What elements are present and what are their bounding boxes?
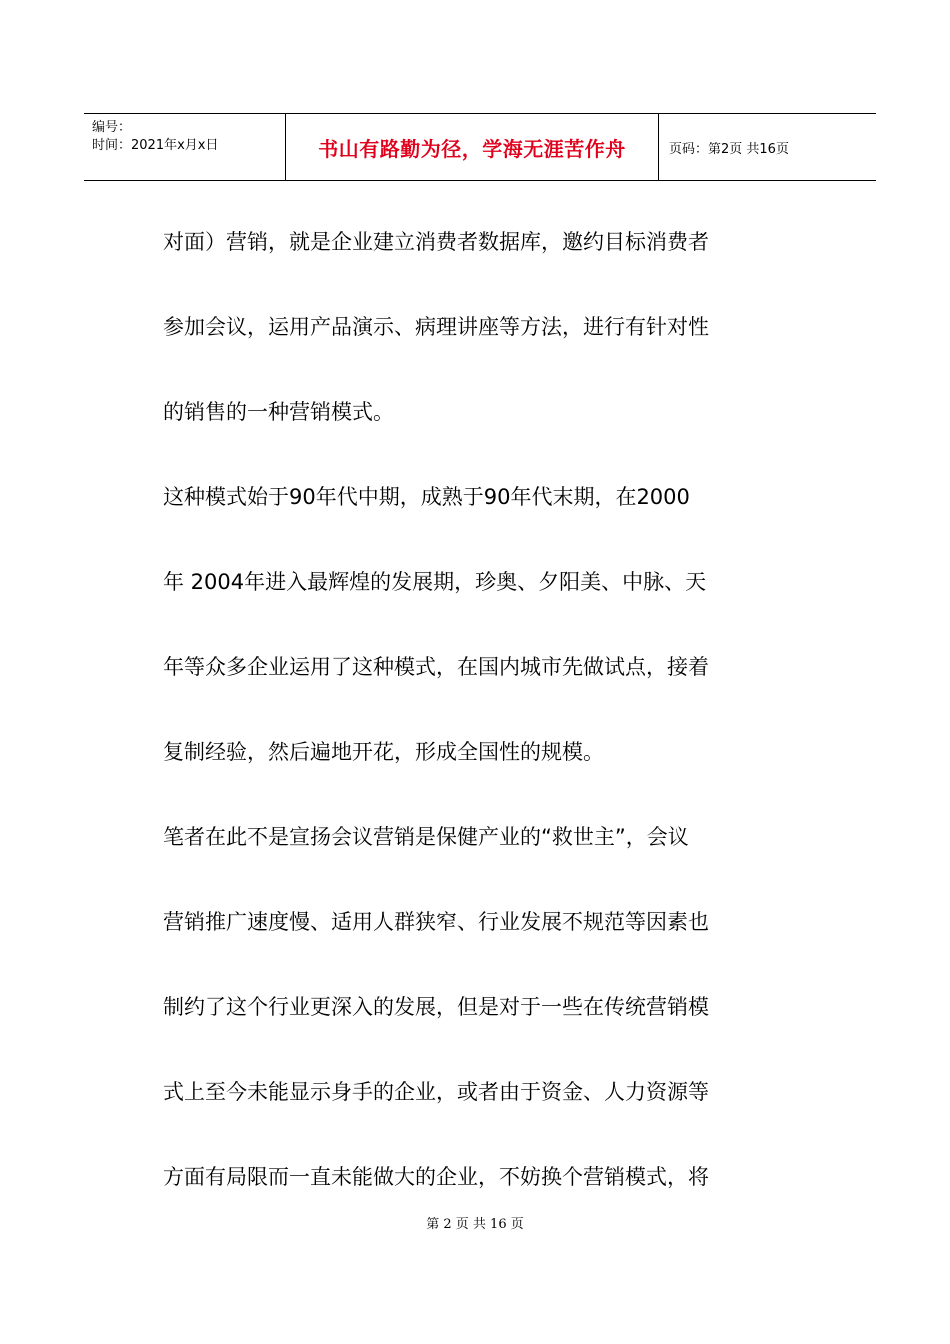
- text-line: 这种模式始于90年代中期，成熟于90年代末期，在2000: [163, 485, 690, 509]
- code-label: 编号：: [92, 120, 132, 135]
- text-line: 方面有局限而一直未能做大的企业，不妨换个营销模式，将: [163, 1165, 709, 1189]
- text-line: 制约了这个行业更深入的发展，但是对于一些在传统营销模: [163, 995, 709, 1019]
- date-label: 时间：2021年x月x日: [92, 138, 219, 153]
- text-line: 年等众多企业运用了这种模式，在国内城市先做试点，接着: [163, 655, 709, 679]
- text-line: 营销推广速度慢、适用人群狭窄、行业发展不规范等因素也: [163, 910, 709, 934]
- text-line: 对面）营销，就是企业建立消费者数据库，邀约目标消费者: [163, 230, 709, 254]
- body-text: [163, 215, 803, 1235]
- text-line: 笔者在此不是宣扬会议营销是保健产业的“救世主”，会议: [163, 825, 689, 849]
- page-header: [84, 113, 876, 181]
- text-line: 年 2004年进入最辉煌的发展期，珍奥、夕阳美、中脉、天: [163, 570, 707, 594]
- header-meta: [84, 114, 286, 180]
- text-line: 的销售的一种营销模式。: [163, 400, 394, 424]
- text-line: 复制经验，然后遍地开花，形成全国性的规模。: [163, 740, 604, 764]
- page-footer: 第 2 页 共 16 页: [426, 1217, 524, 1232]
- header-page-label: 页码：第2页 共16页: [669, 141, 789, 157]
- text-line: 式上至今未能显示身手的企业，或者由于资金、人力资源等: [163, 1080, 709, 1104]
- text-line: 参加会议，运用产品演示、病理讲座等方法，进行有针对性: [163, 315, 709, 339]
- header-motto: 书山有路勤为径，学海无涯苦作舟: [286, 114, 659, 180]
